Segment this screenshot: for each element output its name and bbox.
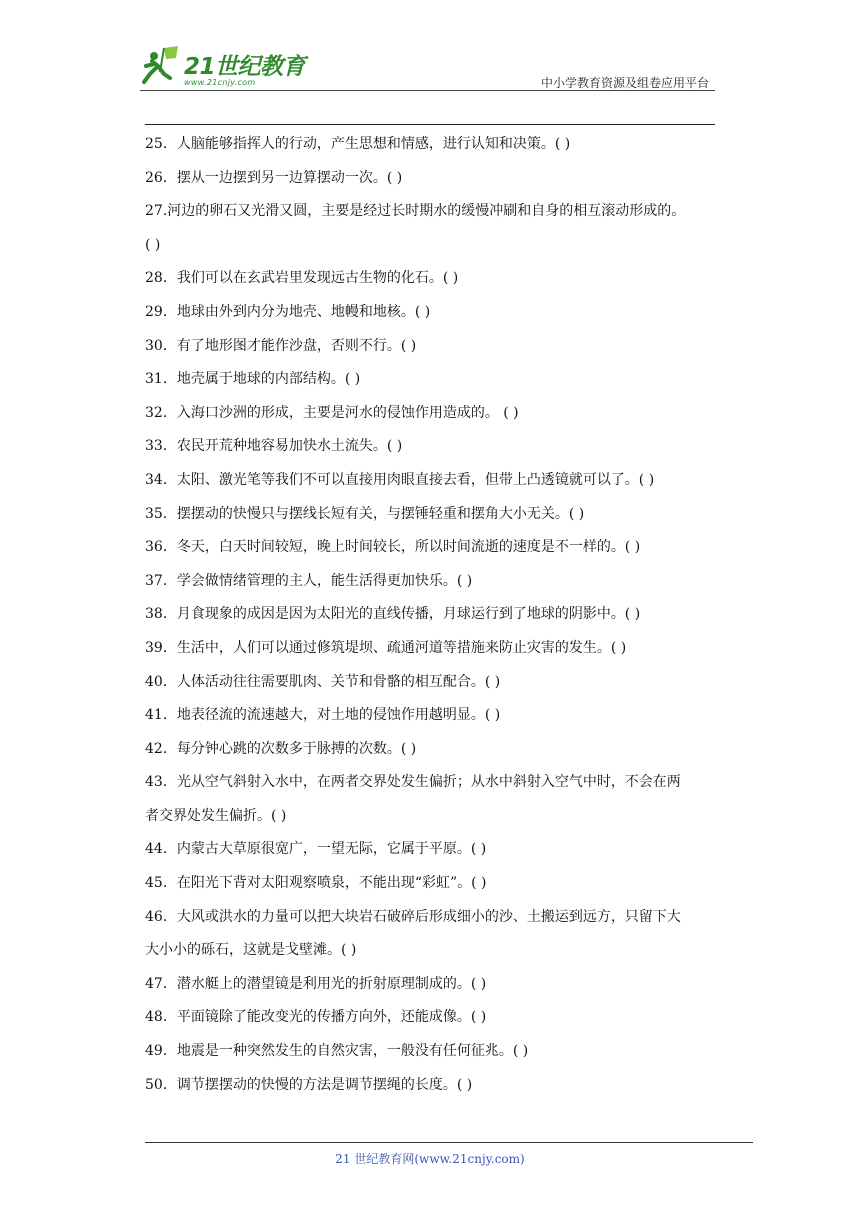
question-line: 42．每分钟心跳的次数多于脉搏的次数。( ) <box>145 740 417 757</box>
question-line: 41．地表径流的流速越大，对土地的侵蚀作用越明显。( ) <box>145 707 501 724</box>
question-line: 33．农民开荒种地容易加快水土流失。( ) <box>145 438 403 455</box>
question-line: 28．我们可以在玄武岩里发现远古生物的化石。( ) <box>145 270 459 287</box>
question-line: 26．摆从一边摆到另一边算摆动一次。( ) <box>145 169 403 186</box>
footer-text: 21 世纪教育网(www.21cnjy.com) <box>335 1152 525 1166</box>
question-list <box>145 128 720 1102</box>
platform-name: 中小学教育资源及组卷应用平台 <box>540 76 709 90</box>
question-line: 27.河边的卵石又光滑又圆，主要是经过长时期水的缓慢冲刷和自身的相互滚动形成的。 <box>145 203 686 220</box>
logo-url: www.21cnjy.com <box>184 78 256 87</box>
question-line: 46．大风或洪水的力量可以把大块岩石破碎后形成细小的沙、土搬运到远方，只留下大 <box>145 908 681 925</box>
question-line: 40．人体活动往往需要肌肉、关节和骨骼的相互配合。( ) <box>145 673 501 690</box>
page-header <box>140 40 715 92</box>
question-line: 44．内蒙古大草原很宽广，一望无际，它属于平原。( ) <box>145 841 487 858</box>
question-line: 36．冬天，白天时间较短，晚上时间较长，所以时间流逝的速度是不一样的。( ) <box>145 539 641 556</box>
question-line: 34．太阳、激光笔等我们不可以直接用肉眼直接去看，但带上凸透镜就可以了。( ) <box>145 471 655 488</box>
question-line: 39．生活中，人们可以通过修筑堤坝、疏通河道等措施来防止灾害的发生。( ) <box>145 639 627 656</box>
question-line: 37．学会做情绪管理的主人，能生活得更加快乐。( ) <box>145 572 473 589</box>
question-line: ( ) <box>145 236 161 253</box>
question-line: 30．有了地形图才能作沙盘，否则不行。( ) <box>145 337 417 354</box>
question-line: 47．潜水艇上的潜望镜是利用光的折射原理制成的。( ) <box>145 975 487 992</box>
question-line: 50．调节摆摆动的快慢的方法是调节摆绳的长度。( ) <box>145 1076 473 1093</box>
footer-divider <box>145 1142 753 1143</box>
question-line: 38．月食现象的成因是因为太阳光的直线传播，月球运行到了地球的阴影中。( ) <box>145 606 641 623</box>
question-line: 45．在阳光下背对太阳观察喷泉，不能出现“彩虹”。( ) <box>145 875 487 892</box>
question-line: 29．地球由外到内分为地壳、地幔和地核。( ) <box>145 303 431 320</box>
question-line: 者交界处发生偏折。( ) <box>145 807 287 824</box>
question-line: 35．摆摆动的快慢只与摆线长短有关，与摆锤轻重和摆角大小无关。( ) <box>145 505 585 522</box>
logo-text: 21世纪教育 <box>184 54 306 80</box>
question-line: 大小小的砾石，这就是戈壁滩。( ) <box>145 942 357 959</box>
question-line: 32．入海口沙洲的形成，主要是河水的侵蚀作用造成的。 ( ) <box>145 404 519 421</box>
question-line: 49．地震是一种突然发生的自然灾害，一般没有任何征兆。( ) <box>145 1043 529 1060</box>
header-divider <box>140 90 715 91</box>
runner-logo-icon <box>140 44 184 90</box>
question-line: 48．平面镜除了能改变光的传播方向外，还能成像。( ) <box>145 1009 487 1026</box>
logo <box>140 44 330 90</box>
question-line: 43．光从空气斜射入水中，在两者交界处发生偏折；从水中斜射入空气中时，不会在两 <box>145 774 681 791</box>
question-line: 31．地壳属于地球的内部结构。( ) <box>145 371 361 388</box>
content-top-divider <box>145 124 715 125</box>
question-line: 25．人脑能够指挥人的行动，产生思想和情感，进行认知和决策。( ) <box>145 136 571 152</box>
